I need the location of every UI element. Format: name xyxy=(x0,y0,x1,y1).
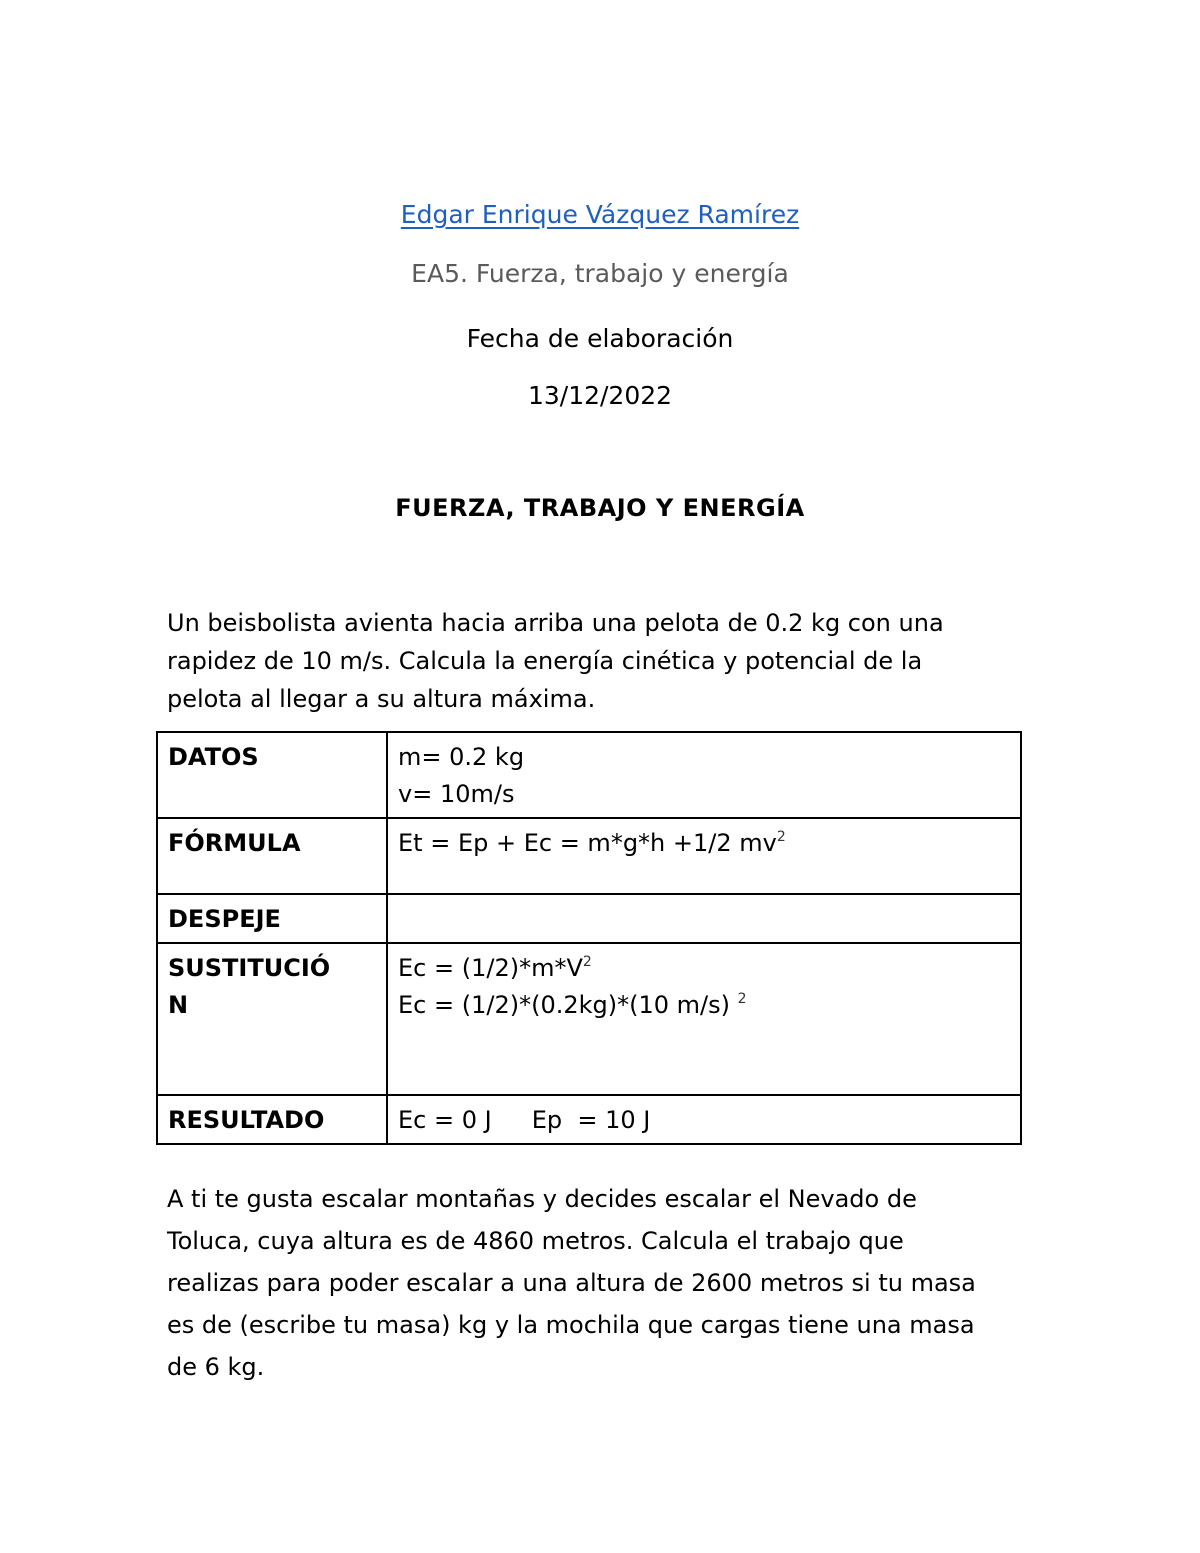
assignment-subject: EA5. Fuerza, trabajo y energía xyxy=(411,259,789,288)
sustitucion-label-part1: SUSTITUCIÓ xyxy=(168,954,331,982)
resultado-ep: Ep = 10 J xyxy=(531,1106,651,1134)
problem-1-statement: Un beisbolista avienta hacia arriba una pelota de 0.2 kg con una rapidez de 10 m/s. Calcula la energía cinética y potencial de la pelota al llegar a su altura máxima. xyxy=(167,609,944,713)
sustitucion-label xyxy=(157,943,387,1095)
sustitucion-line-2-text: Ec = (1/2)*(0.2kg)*(10 m/s) xyxy=(398,991,738,1019)
table-row-resultado xyxy=(157,1095,1021,1144)
solution-table xyxy=(156,731,1022,1145)
section-title: FUERZA, TRABAJO Y ENERGÍA xyxy=(395,494,805,522)
sustitucion-line-1-exponent: 2 xyxy=(582,954,592,970)
resultado-label: RESULTADO xyxy=(157,1095,387,1144)
formula-exponent: 2 xyxy=(776,829,786,845)
sustitucion-line-1 xyxy=(398,950,1010,987)
despeje-value xyxy=(387,894,1021,943)
sustitucion-line-2-exponent: 2 xyxy=(737,991,747,1007)
table-row-formula xyxy=(157,818,1021,894)
table-row-despeje xyxy=(157,894,1021,943)
table-row-sustitucion xyxy=(157,943,1021,1095)
formula-text: Et = Ep + Ec = m*g*h +1/2 mv xyxy=(398,829,777,857)
sustitucion-value xyxy=(387,943,1021,1095)
datos-values xyxy=(387,732,1021,818)
problem-2-statement: A ti te gusta escalar montañas y decides escalar el Nevado de Toluca, cuya altura es de 4860 metros. Calcula el trabajo que realizas para poder escalar a una altura de 2600 metros si tu masa es de (escribe tu masa) kg y la mochila que cargas tiene una masa de 6 kg. xyxy=(167,1185,976,1381)
datos-velocity: v= 10m/s xyxy=(398,780,515,808)
sustitucion-line-1-text: Ec = (1/2)*m*V xyxy=(398,954,583,982)
datos-label: DATOS xyxy=(157,732,387,818)
formula-value xyxy=(387,818,1021,894)
date-value: 13/12/2022 xyxy=(527,381,673,410)
formula-label: FÓRMULA xyxy=(157,818,387,894)
author-name: Edgar Enrique Vázquez Ramírez xyxy=(400,200,800,229)
sustitucion-label-part2: N xyxy=(168,991,189,1019)
date-label: Fecha de elaboración xyxy=(466,324,734,353)
despeje-label: DESPEJE xyxy=(157,894,387,943)
table-row-datos xyxy=(157,732,1021,818)
resultado-ec: Ec = 0 J xyxy=(398,1106,492,1134)
datos-mass: m= 0.2 kg xyxy=(398,743,525,771)
sustitucion-line-2 xyxy=(398,987,1010,1024)
resultado-value xyxy=(387,1095,1021,1144)
